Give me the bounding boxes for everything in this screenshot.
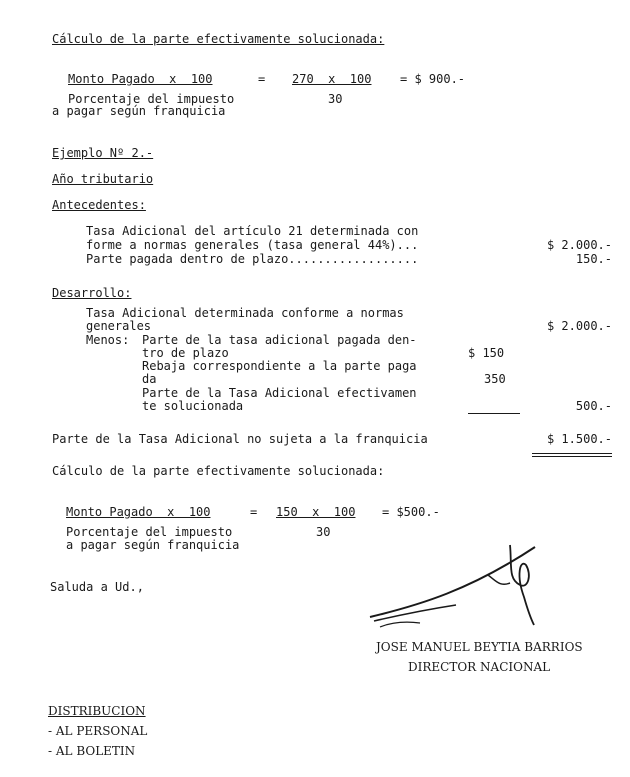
calc2-lhs-denominator-1: Porcentaje del impuesto: [66, 525, 233, 539]
signer-name: JOSE MANUEL BEYTIA BARRIOS: [376, 640, 583, 654]
antecedentes-heading: Antecedentes:: [52, 198, 146, 212]
no-sujeta-label: Parte de la Tasa Adicional no sujeta a la franquicia: [52, 432, 428, 446]
antecedentes-line-1: Tasa Adicional del artículo 21 determinada con: [86, 224, 419, 238]
menos-item-3-b: te solucionada: [142, 399, 244, 413]
antecedentes-amount-2: 150.-: [575, 252, 612, 266]
calc2-rhs-numerator: 150 x 100: [276, 505, 356, 519]
antecedentes-amount-1: $ 2.000.-: [546, 238, 612, 252]
calc1-lhs-denominator-1: Porcentaje del impuesto: [68, 92, 235, 106]
calc1-rhs-numerator: 270 x 100: [292, 72, 372, 86]
antecedentes-line-3: Parte pagada dentro de plazo..................: [86, 252, 419, 266]
calc1-heading: Cálculo de la parte efectivamente solucionada:: [52, 32, 385, 46]
handwritten-signature: [360, 535, 560, 645]
antecedentes-line-2: forme a normas generales (tasa general 44%)...: [86, 238, 419, 252]
distribution-heading: DISTRIBUCION: [48, 704, 146, 718]
calc1-lhs-denominator-2: a pagar según franquicia: [52, 104, 226, 118]
calc2-rhs-denominator: 30: [316, 525, 331, 539]
desarrollo-line-1: Tasa Adicional determinada conforme a normas: [86, 306, 404, 320]
calc2-heading: Cálculo de la parte efectivamente solucionada:: [52, 464, 385, 478]
menos-item-3-a: Parte de la Tasa Adicional efectivamen: [142, 386, 417, 400]
calc1-lhs-numerator: Monto Pagado x 100: [68, 72, 213, 86]
calc1-rhs-denominator: 30: [328, 92, 343, 106]
calc2-equals: =: [250, 505, 258, 519]
calc1-result: = $ 900.-: [400, 72, 466, 86]
calc2-lhs-numerator: Monto Pagado x 100: [66, 505, 211, 519]
no-sujeta-amount: $ 1.500.-: [546, 432, 612, 446]
signer-role: DIRECTOR NACIONAL: [408, 660, 551, 674]
example-title: Ejemplo Nº 2.-: [52, 146, 154, 160]
menos-item-1-a: Parte de la tasa adicional pagada den-: [142, 333, 417, 347]
total-rule-2: [532, 456, 612, 457]
desarrollo-line-2: generales: [86, 319, 152, 333]
greeting: Saluda a Ud.,: [50, 580, 144, 594]
example-year: Año tributario: [52, 172, 154, 186]
calc1-equals: =: [258, 72, 266, 86]
desarrollo-amount-total: $ 2.000.-: [546, 319, 612, 333]
menos-item-1-amount: $ 150: [468, 346, 505, 360]
menos-item-2-amount: 350: [484, 372, 506, 386]
menos-item-2-b: da: [142, 372, 157, 386]
calc2-lhs-denominator-2: a pagar según franquicia: [66, 538, 240, 552]
distribution-item: - AL PERSONAL: [48, 724, 148, 738]
total-rule-1: [532, 453, 612, 454]
menos-item-3-amount: 500.-: [575, 399, 612, 413]
calc2-result: = $500.-: [382, 505, 440, 519]
desarrollo-heading: Desarrollo:: [52, 286, 132, 300]
subtotal-rule: [468, 413, 520, 414]
menos-label: Menos:: [86, 333, 130, 347]
menos-item-2-a: Rebaja correspondiente a la parte paga: [142, 359, 417, 373]
distribution-item: - AL BOLETIN: [48, 744, 136, 758]
menos-item-1-b: tro de plazo: [142, 346, 229, 360]
